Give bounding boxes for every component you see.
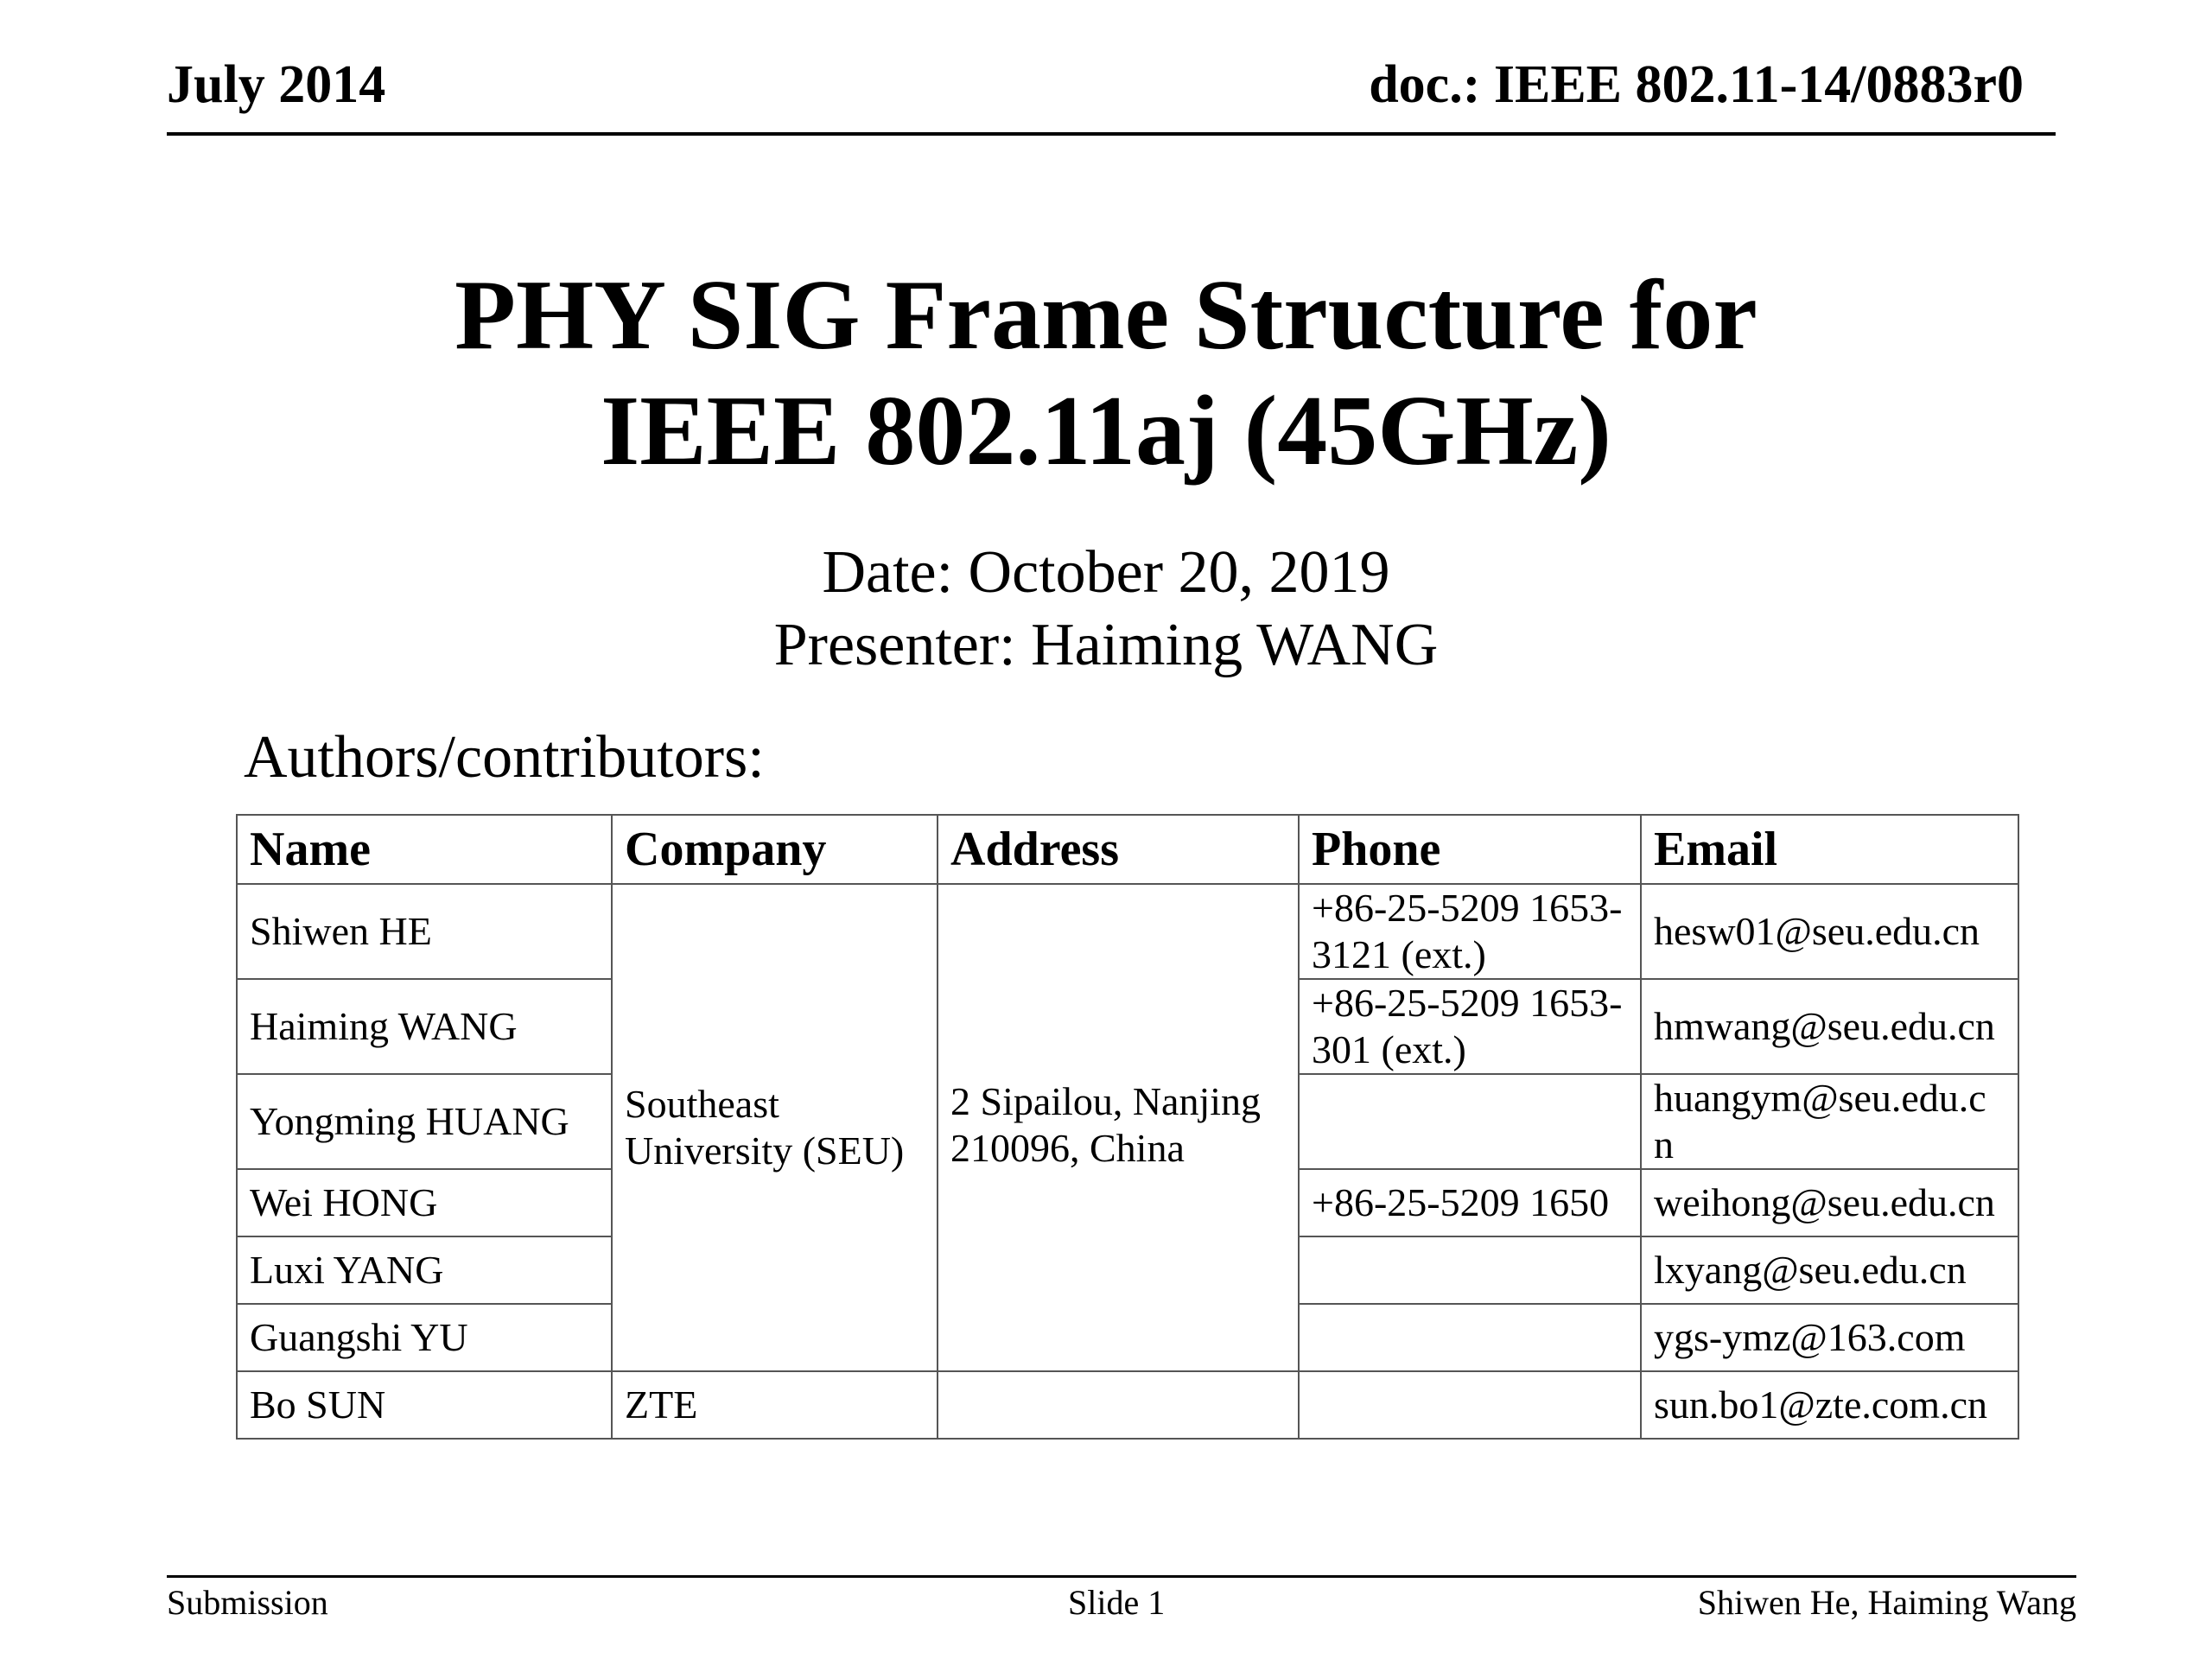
cell-company: ZTE bbox=[612, 1371, 938, 1439]
cell-phone bbox=[1299, 1236, 1641, 1304]
header-date: July 2014 bbox=[167, 55, 386, 114]
col-header-email: Email bbox=[1641, 815, 2018, 884]
cell-phone bbox=[1299, 1304, 1641, 1371]
cell-address-seu: 2 Sipailou, Nanjing 210096, China bbox=[938, 884, 1299, 1371]
authors-label: Authors/contributors: bbox=[244, 724, 765, 791]
table-row bbox=[237, 1371, 2018, 1439]
col-header-address: Address bbox=[938, 815, 1299, 884]
authors-table bbox=[236, 814, 2019, 1440]
cell-email: sun.bo1@zte.com.cn bbox=[1641, 1371, 2018, 1439]
header-divider bbox=[167, 132, 2056, 136]
cell-name: Yongming HUANG bbox=[237, 1074, 612, 1169]
cell-email: hesw01@seu.edu.cn bbox=[1641, 884, 2018, 979]
col-header-company: Company bbox=[612, 815, 938, 884]
cell-name: Haiming WANG bbox=[237, 979, 612, 1074]
cell-name: Shiwen HE bbox=[237, 884, 612, 979]
cell-name: Bo SUN bbox=[237, 1371, 612, 1439]
cell-address bbox=[938, 1371, 1299, 1439]
cell-phone bbox=[1299, 1074, 1641, 1169]
slide-title bbox=[0, 257, 2212, 489]
cell-name: Wei HONG bbox=[237, 1169, 612, 1236]
cell-email: ygs-ymz@163.com bbox=[1641, 1304, 2018, 1371]
table-row bbox=[237, 884, 2018, 979]
footer-slide-number: Slide 1 bbox=[1068, 1583, 1166, 1622]
presenter: Presenter: Haiming WANG bbox=[773, 612, 1439, 678]
cell-email: huangym@seu.edu.cn bbox=[1641, 1074, 2018, 1169]
cell-email: weihong@seu.edu.cn bbox=[1641, 1169, 2018, 1236]
title-line-1: PHY SIG Frame Structure for bbox=[454, 260, 1758, 371]
cell-name: Guangshi YU bbox=[237, 1304, 612, 1371]
footer-authors: Shiwen He, Haiming Wang bbox=[1697, 1583, 2076, 1622]
cell-email: lxyang@seu.edu.cn bbox=[1641, 1236, 2018, 1304]
cell-phone: +86-25-5209 1653-3121 (ext.) bbox=[1299, 884, 1641, 979]
cell-name: Luxi YANG bbox=[237, 1236, 612, 1304]
title-line-2: IEEE 802.11aj (45GHz) bbox=[601, 376, 1611, 486]
col-header-phone: Phone bbox=[1299, 815, 1641, 884]
cell-email: hmwang@seu.edu.cn bbox=[1641, 979, 2018, 1074]
cell-phone: +86-25-5209 1653-301 (ext.) bbox=[1299, 979, 1641, 1074]
table-header-row bbox=[237, 815, 2018, 884]
col-header-name: Name bbox=[237, 815, 612, 884]
footer-submission: Submission bbox=[167, 1583, 328, 1622]
cell-phone: +86-25-5209 1650 bbox=[1299, 1169, 1641, 1236]
presentation-date: Date: October 20, 2019 bbox=[822, 539, 1390, 606]
footer-divider bbox=[167, 1575, 2076, 1578]
cell-phone bbox=[1299, 1371, 1641, 1439]
cell-company-seu: Southeast University (SEU) bbox=[612, 884, 938, 1371]
header-doc-id: doc.: IEEE 802.11-14/0883r0 bbox=[1369, 55, 2024, 114]
